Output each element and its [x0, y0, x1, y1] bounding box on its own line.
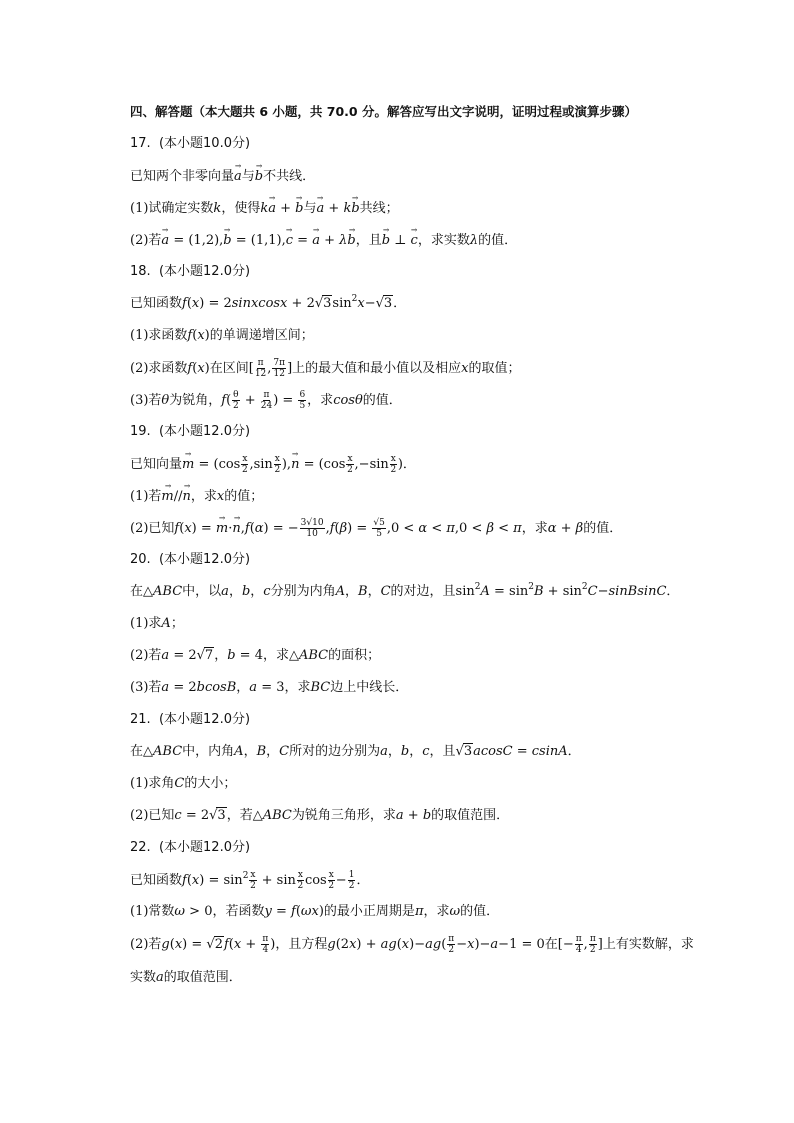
problem-19-q1: (1)若→ m//→ n，求x的值； [130, 486, 740, 506]
problem-20-heading: 20. (本小题12.0分) [130, 552, 251, 567]
problem-22-stem: 已知函数$f(x) = \sin^2$ $\frac{x}{2}$ + sin $\frac{x}{2}$ cos $\frac{x}{2}$ − $\frac{1}{2}$ ． [130, 870, 370, 891]
problem-22-heading: 22. (本小题12.0分) [130, 840, 251, 855]
problem-22-q1: (1)常数ω > 0，若函数y = f(ωx)的最小正周期是π，求ω的值． [130, 904, 500, 919]
problem-19-q2: (2)已知f(x) = → m·→ n,f(α) = − $\frac{3√10}{10}$ ,f(β) = $\frac{√5}{5}$ ,0 < α < π,0 < β < π，求α + β的值． [130, 518, 740, 538]
problem-17-heading: 17. (本小题10.0分) [130, 136, 251, 151]
problem-18-stem: 已知函数f(x) = 2sinxcosx + $2√3\sin^2x-√3$． [130, 294, 407, 311]
problem-17-q1: (1)试确定实数k，使得k→ a + → b与→ a + k→ b共线； [130, 198, 740, 218]
problem-21-q2: (2)已知c = 2√3，若△ABC为锐角三角形，求a + b的取值范围． [130, 808, 510, 823]
problem-list [130, 134, 740, 1000]
problem-18-q1: (1)求函数f(x)的单调递增区间； [130, 328, 314, 343]
problem-17-stem: 已知两个非零向量→ a与→ b不共线． [130, 166, 740, 186]
problem-21-stem: 在△ABC中，内角A，B，C所对的边分别为a，b，c，且√3acosC = csinA． [130, 744, 581, 759]
problem-22-q2: (2)若g(x) = √2f(x + $\frac{\pi}{4}$ )，且方程g(2x) + ag(x)−ag( $\frac{\pi}{2}$ −x)−a−1 = 0在[− $\frac{\pi}{4}$ , $\frac{\pi}{2}$ ]上有实数解，求 [130, 934, 694, 955]
problem-19-stem: 已知向量→ m = (cos $\frac{x}{2}$ ,sin $\frac{x}{2}$ ),→ n = (cos $\frac{x}{2}$ ,−sin $\frac{x}{2}$ )． [130, 454, 740, 474]
problem-22-q2-cont: 实数a的取值范围． [130, 970, 242, 985]
problem-21-q1: (1)求角C的大小； [130, 776, 237, 791]
problem-20-q1: (1)求A； [130, 616, 184, 631]
problem-21-heading: 21. (本小题12.0分) [130, 712, 251, 727]
problem-18-heading: 18. (本小题12.0分) [130, 264, 251, 279]
problem-20-q3: (3)若a = 2bcosB，a = 3，求BC边上中线长． [130, 680, 409, 695]
problem-18-q3: (3)若θ为锐角，f( $\frac{\theta}{2}$ + $\frac{\pi}{24}$ ) = $\frac{6}{5}$ ，求cosθ的值． [130, 390, 402, 411]
section-title: 四、解答题（本大题共 6 小题，共 70.0 分。解答应写出文字说明，证明过程或演算步骤） [130, 104, 637, 119]
problem-18-q2: (2)求函数f(x)在区间[ $\frac{\pi}{12}$ , $\frac{7\pi}{12}$ ]上的最大值和最小值以及相应x的取值； [130, 358, 521, 379]
problem-17-q2: (2)若→ a = (1,2),→ b = (1,1),→ c = → a + λ→ b，且→ b ⊥ → c，求实数λ的值． [130, 230, 740, 250]
problem-20-stem: 在△ABC中，以a，b，c分别为内角A，B，C的对边，且$\sin^2A = \sin^2B$ + $\sin^2C-sinBsinC$． [130, 582, 680, 599]
problem-20-q2: (2)若a = 2√7，b = 4，求△ABC的面积； [130, 648, 381, 663]
problem-19-heading: 19. (本小题12.0分) [130, 424, 251, 439]
